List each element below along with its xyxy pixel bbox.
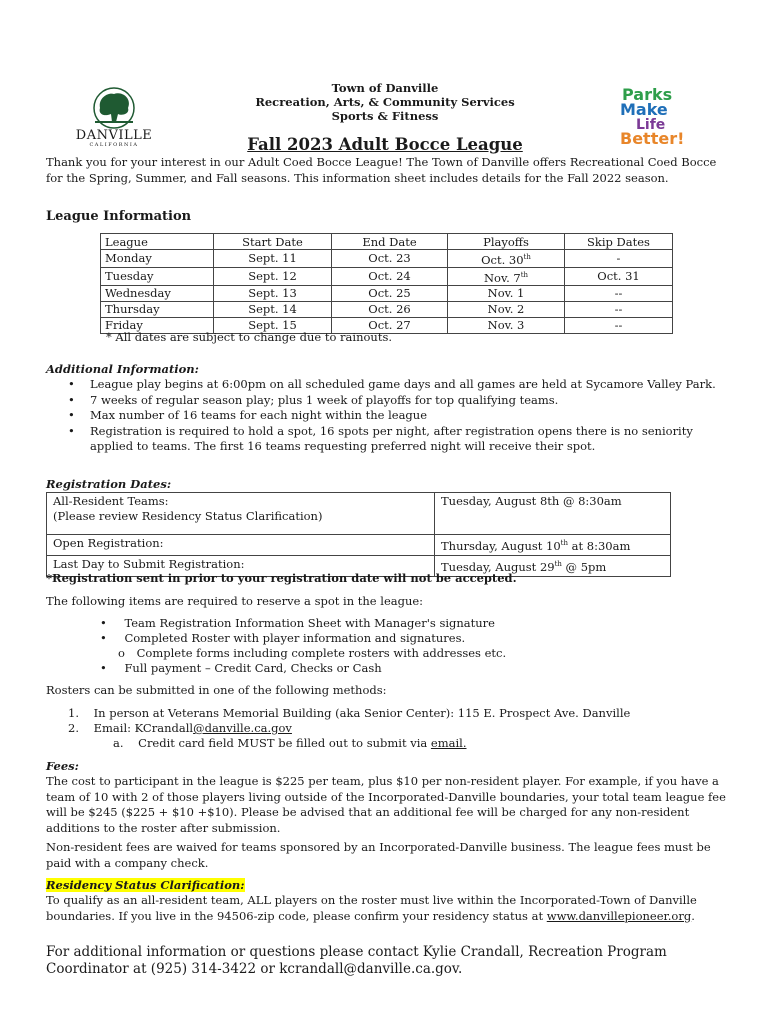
cell-playoffs: Nov. 3 bbox=[448, 317, 565, 333]
table-row bbox=[47, 493, 671, 535]
list-item-text: League play begins at 6:00pm on all scheduled game days and all games are held at Sycamore Valley Park. bbox=[90, 377, 716, 391]
league-info-heading: League Information bbox=[46, 209, 192, 224]
required-subitem: o Complete forms including complete rosters with addresses etc. bbox=[118, 646, 507, 660]
danville-logo-text: DANVILLE bbox=[75, 128, 153, 143]
residency-text: To qualify as an all-resident team, ALL players on the roster must live within the Incorporated-Town of Danville boundaries. If you live in the 94506-zip code, please confirm your residency status at bbox=[46, 893, 697, 923]
roster-method: 1. In person at Veterans Memorial Building (aka Senior Center): 115 E. Prospect Ave. Danville bbox=[68, 706, 631, 720]
fees-waiver-paragraph: Non-resident fees are waived for teams sponsored by an Incorporated-Danville business. The league fees must be paid with a company check. bbox=[46, 840, 711, 870]
residency-period: . bbox=[691, 908, 695, 923]
reg-date-suffix: th bbox=[560, 539, 568, 547]
cell-end: Oct. 26 bbox=[332, 301, 448, 317]
cell-league: Wednesday bbox=[101, 285, 214, 301]
cell-start: Sept. 12 bbox=[214, 267, 332, 285]
required-item: • Team Registration Information Sheet with Manager's signature bbox=[100, 616, 495, 630]
reg-label-resident-note: (Please review Residency Status Clarification) bbox=[53, 509, 323, 523]
cell-end: Oct. 24 bbox=[332, 267, 448, 285]
table-header-row bbox=[101, 234, 673, 250]
reg-date-text: Thursday, August 10 bbox=[441, 538, 561, 553]
cell-skip: Oct. 31 bbox=[565, 267, 673, 285]
list-item: • League play begins at 6:00pm on all scheduled game days and all games are held at Sycamore Valley Park. bbox=[68, 377, 716, 391]
residency-heading bbox=[46, 878, 245, 892]
table-row bbox=[101, 301, 673, 317]
list-item-text: Max number of 16 teams for each night within the league bbox=[90, 408, 427, 422]
list-item-text: Registration is required to hold a spot, 16 spots per night, after registration opens there is no seniority applied to teams. The first 16 teams requesting preferred night will receive their spot. bbox=[90, 423, 693, 453]
roster-submethod-text: Credit card field MUST be filled out to submit via bbox=[138, 736, 431, 750]
col-start-date: Start Date bbox=[214, 234, 332, 250]
cell-skip: - bbox=[565, 250, 673, 268]
table-row bbox=[47, 535, 671, 556]
cell-playoffs bbox=[448, 267, 565, 285]
additional-info-heading: Additional Information: bbox=[46, 362, 199, 376]
logo-word-better: Better! bbox=[620, 129, 685, 148]
email-link[interactable]: @danville.ca.gov bbox=[193, 721, 292, 735]
col-league: League bbox=[101, 234, 214, 250]
required-item: • Full payment – Credit Card, Checks or Cash bbox=[100, 661, 382, 675]
cell-start: Sept. 15 bbox=[214, 317, 332, 333]
playoffs-suffix: th bbox=[523, 253, 531, 261]
reg-cell-label: Last Day to Submit Registration: bbox=[47, 555, 435, 576]
col-skip-dates: Skip Dates bbox=[565, 234, 673, 250]
logo-word-parks: Parks bbox=[622, 85, 673, 104]
table-row bbox=[101, 267, 673, 285]
registration-table bbox=[46, 492, 671, 577]
cell-league: Monday bbox=[101, 250, 214, 268]
playoffs-date: Oct. 30 bbox=[481, 252, 524, 267]
cell-league: Thursday bbox=[101, 301, 214, 317]
reg-date-time: @ 5pm bbox=[561, 559, 607, 574]
reg-cell-date: Tuesday, August 8th @ 8:30am bbox=[435, 493, 671, 535]
required-item-text: Full payment – Credit Card, Checks or Cash bbox=[124, 661, 382, 675]
email-word-link[interactable]: email. bbox=[430, 736, 467, 750]
reg-cell-label bbox=[47, 493, 435, 535]
residency-heading-text: Residency Status Clarification: bbox=[46, 878, 245, 892]
cell-playoffs: Nov. 2 bbox=[448, 301, 565, 317]
contact-info: For additional information or questions please contact Kylie Crandall, Recreation Program Coordinator at (925) 314-3422 or kcrandall@danville.ca.gov. bbox=[46, 944, 667, 977]
list-item-text: 7 weeks of regular season play; plus 1 week of playoffs for top qualifying teams. bbox=[90, 392, 559, 407]
cell-skip: -- bbox=[565, 317, 673, 333]
intro-paragraph: Thank you for your interest in our Adult Coed Bocce League! The Town of Danville offers Recreational Coed Bocce for the Spring, Summer, and Fall seasons. This information sheet includes details for the Fall 2022 season. bbox=[46, 155, 717, 185]
danvillepioneer-link[interactable]: www.danvillepioneer.org bbox=[546, 908, 692, 923]
rainout-note: * All dates are subject to change due to rainouts. bbox=[106, 330, 393, 344]
residency-paragraph bbox=[46, 893, 726, 924]
list-item: • 7 weeks of regular season play; plus 1 week of playoffs for top qualifying teams. bbox=[68, 392, 559, 407]
required-subitem-text: Complete forms including complete rosters with addresses etc. bbox=[136, 646, 507, 660]
required-intro: The following items are required to reserve a spot in the league: bbox=[46, 594, 424, 608]
cell-playoffs bbox=[448, 250, 565, 268]
reg-date-suffix: th bbox=[554, 559, 562, 568]
col-playoffs: Playoffs bbox=[448, 234, 565, 250]
fees-heading: Fees: bbox=[46, 759, 79, 773]
required-item-text: Team Registration Information Sheet with Manager's signature bbox=[124, 616, 495, 630]
reg-date-text: Tuesday, August 29 bbox=[441, 559, 555, 574]
additional-info-list bbox=[66, 377, 716, 455]
roster-method-text: Email: KCrandall bbox=[93, 721, 194, 735]
list-item: • Max number of 16 teams for each night within the league bbox=[68, 408, 427, 422]
rosters-intro: Rosters can be submitted in one of the following methods: bbox=[46, 683, 387, 697]
table-row bbox=[101, 250, 673, 268]
league-schedule-table bbox=[100, 233, 673, 334]
cell-playoffs: Nov. 1 bbox=[448, 285, 565, 301]
header-town: Town of Danville bbox=[331, 81, 439, 95]
reg-cell-label: Open Registration: bbox=[47, 535, 435, 556]
danville-logo-subtext: CALIFORNIA bbox=[89, 142, 139, 148]
cell-league: Friday bbox=[101, 317, 214, 333]
logo-word-make: Make bbox=[620, 100, 668, 119]
roster-method-text: In person at Veterans Memorial Building (aka Senior Center): 115 E. Prospect Ave. Danville bbox=[93, 706, 631, 720]
cell-start: Sept. 13 bbox=[214, 285, 332, 301]
cell-league: Tuesday bbox=[101, 267, 214, 285]
playoffs-suffix: th bbox=[520, 270, 529, 279]
roster-method: 2. Email: KCrandall@danville.ca.gov bbox=[68, 721, 292, 735]
page-title: Fall 2023 Adult Bocce League bbox=[247, 135, 523, 154]
required-item-text: Completed Roster with player information and signatures. bbox=[124, 631, 466, 645]
required-item: • Completed Roster with player information and signatures. bbox=[100, 631, 466, 645]
cell-start: Sept. 14 bbox=[214, 301, 332, 317]
reg-cell-date bbox=[435, 535, 671, 556]
cell-end: Oct. 23 bbox=[332, 250, 448, 268]
col-end-date: End Date bbox=[332, 234, 448, 250]
cell-start: Sept. 11 bbox=[214, 250, 332, 268]
cell-skip: -- bbox=[565, 285, 673, 301]
registration-heading: Registration Dates: bbox=[46, 477, 172, 491]
reg-date-time: at 8:30am bbox=[568, 538, 631, 553]
playoffs-date: Nov. 7 bbox=[483, 270, 521, 285]
cell-end: Oct. 25 bbox=[332, 285, 448, 301]
cell-end: Oct. 27 bbox=[332, 317, 448, 333]
logo-word-life: Life bbox=[636, 117, 666, 133]
header-department: Recreation, Arts, & Community Services bbox=[255, 95, 515, 109]
cell-skip: -- bbox=[565, 301, 673, 317]
registration-warning: *Registration sent in prior to your registration date will not be accepted. bbox=[46, 571, 517, 585]
reg-label-resident: All-Resident Teams: bbox=[53, 494, 169, 508]
fees-paragraph: The cost to participant in the league is $225 per team, plus $10 per non-resident player. For example, if you have a team of 10 with 2 of those players living outside of the Incorporated-Danville boundaries, your total team league fee will be $245 ($225 + $10 +$10). Please be advised that an additional fee will be charged for any non-resident additions to the roster after submission. bbox=[46, 774, 726, 835]
header-division: Sports & Fitness bbox=[331, 109, 439, 123]
list-item: • Registration is required to hold a spot, 16 spots per night, after registration opens there is no seniority applied to teams. The first 16 teams requesting preferred night will receive their spot. bbox=[68, 423, 693, 453]
table-row bbox=[101, 285, 673, 301]
roster-submethod: a. Credit card field MUST be filled out to submit via email. bbox=[113, 736, 467, 750]
